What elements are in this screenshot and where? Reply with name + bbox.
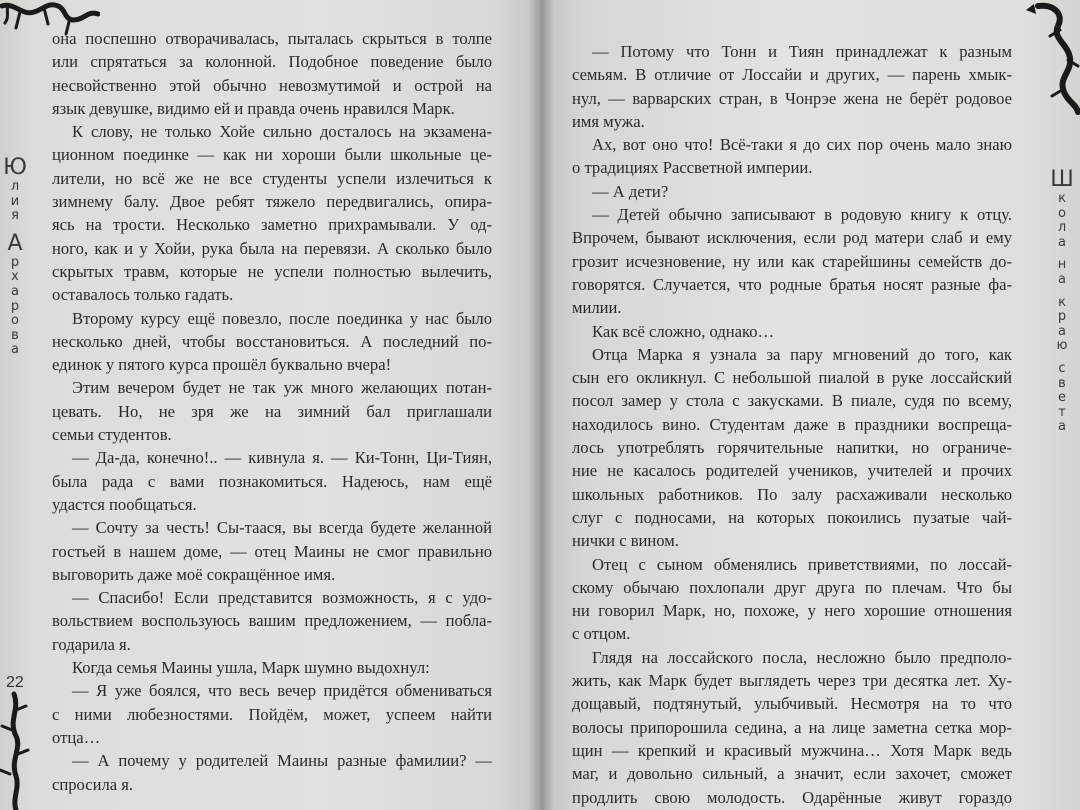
text-line: лители, но всё же не все студенты успели излечиться к	[52, 168, 492, 188]
text-line: ционном поединке — как ни хороши были школьные це-	[52, 145, 492, 165]
text-line: оставалось только гадать.	[52, 285, 234, 305]
running-head-letter: л	[1057, 220, 1067, 236]
text-line: — Детей обычно записывают в родовую книгу к отцу.	[592, 205, 1012, 225]
text-line: несколько дней, чтобы восстановиться. А последний по-	[52, 331, 492, 351]
dragon-ornament-top-right	[1020, 0, 1080, 120]
running-head-author	[4, 156, 26, 358]
running-head-letter: р	[1057, 309, 1067, 325]
text-line: дощавый, подтянутый, улыбчивый. Несмотря на то что	[572, 694, 1012, 714]
text-line: была рада с вами познакомиться. Надеюсь, нам ещё	[52, 471, 492, 491]
text-line: маг, и довольно сильный, а значит, если захочет, сможет	[572, 764, 1012, 784]
text-line: семьи студентов.	[52, 425, 172, 445]
running-head-letter: а	[1058, 419, 1066, 435]
text-line: ясь на трости. Несколько заметно прихрамывали. У од-	[52, 215, 492, 235]
running-head-letter: а	[11, 342, 19, 358]
text-line: цевать. Но, не зря же на зимний бал приглашали	[52, 401, 492, 421]
text-line: Когда семья Маины ушла, Марк шумно выдохнул:	[72, 658, 430, 678]
text-line: ни говорил Марк, но, похоже, у него хорошие отношения	[572, 601, 1012, 621]
text-line: Впрочем, бывают исключения, если род матери слаб и ему	[572, 228, 1012, 248]
running-head-letter: р	[10, 298, 20, 314]
text-line: семьям. В отличие от Лоссайи и других, — парень хмык-	[572, 65, 1012, 85]
text-line: жить, как Марк будет выглядеть через три десятка лет. Ху-	[572, 671, 1012, 691]
text-line: продлить свою молодость. Одарённые живут гораздо	[572, 787, 1012, 807]
text-line: с ними любезностями. Пойдём, может, успеем найти	[52, 704, 492, 724]
text-line: Ах, вот оно что! Всё-таки я до сих пор очень мало знаю	[592, 135, 1012, 155]
running-head-letter: а	[1058, 323, 1066, 339]
running-head-letter: с	[1058, 360, 1066, 376]
text-line: вольствием воспользуюсь вашим предложением, — побла-	[52, 611, 492, 631]
running-head-letter: и	[10, 193, 20, 209]
text-line: скому обычаю похлопали друг друга по плечам. Что бы	[572, 577, 1012, 597]
text-line: единок у пятого курса прошёл буквально вчера!	[52, 355, 392, 375]
running-head-letter: ю	[1056, 338, 1068, 354]
text-line: щин — крепкий и красивый мужчина… Хотя Марк ведь	[572, 740, 1012, 760]
right-page-text	[572, 40, 1012, 809]
text-line: милии.	[572, 298, 622, 318]
text-line: Как всё сложно, однако…	[592, 321, 775, 341]
text-line: о традициях Рассветной империи.	[572, 158, 813, 178]
running-head-letter: Ш	[1050, 167, 1074, 192]
text-line: слуг с подносами, на которых покоились пузатые чай-	[572, 507, 1012, 527]
text-line: нул, — варварских стран, в Чонрэе жена не берёт родовое	[572, 88, 1012, 108]
text-line: ного, как и у Хойи, рука была на перевязи. А сколько было	[52, 238, 492, 258]
running-head-letter: я	[11, 208, 19, 224]
text-line: — Да-да, конечно!.. — кивнула я. — Ки-Тонн, Ци-Тиян,	[72, 448, 492, 468]
text-line: годарила я.	[52, 634, 131, 654]
text-line: Глядя на лоссайского посла, несложно было предполо-	[592, 647, 1012, 667]
dragon-ornament-bottom-left	[0, 690, 30, 810]
text-line: школьных работников. По залу расхаживали несколько	[572, 484, 1012, 504]
running-head-letter: р	[10, 254, 20, 270]
text-line: имя мужа.	[572, 111, 645, 131]
running-head-letter: о	[11, 313, 19, 329]
text-line: — Сочту за честь! Сы-таася, вы всегда будете желанной	[72, 518, 492, 538]
text-line: — А почему у родителей Маины разные фамилии? —	[72, 751, 492, 771]
text-line: Отца Марка я узнала за пару мгновений до того, как	[592, 344, 1012, 364]
text-line: — Спасибо! Если представится возможность, я с удо-	[72, 588, 492, 608]
text-line: выговорить даже моё сокращённое имя.	[52, 564, 336, 584]
text-line: К слову, не только Хойе сильно досталось на экзамена-	[72, 122, 492, 142]
running-head-letter: А	[7, 230, 23, 256]
running-head-letter: в	[1058, 375, 1066, 391]
text-line: скрытых травм, которые не успели полностью вылечить,	[52, 261, 492, 281]
running-head-letter: о	[1058, 205, 1066, 221]
running-head-letter: а	[1058, 271, 1066, 287]
text-line: отца…	[52, 727, 101, 747]
running-head-letter: л	[10, 179, 20, 194]
text-line: удастся пообщаться.	[52, 494, 197, 514]
text-line: Этим вечером будет не так уж много желающих потан-	[72, 378, 492, 398]
text-line: нички с вином.	[572, 531, 679, 551]
text-line: посол замер у стола с закусками. В пиале, судя по всему,	[572, 391, 1012, 411]
text-line: находилось вино. Студентам даже в праздники воспреща-	[572, 414, 1012, 434]
text-line: гостьей в нашем доме, — отец Маины не смог правильно	[52, 541, 492, 561]
left-page-text	[52, 27, 492, 796]
text-line: — А дети?	[592, 181, 669, 201]
text-line: сын его окликнул. С небольшой пиалой в руке лоссайский	[572, 368, 1012, 388]
text-line: Отец с сыном обменялись приветствиями, по лоссай-	[592, 554, 1012, 574]
text-line: говорятся. Случается, что родные братья носят разные фа-	[572, 274, 1012, 294]
running-head-letter: н	[1057, 257, 1067, 273]
running-head-letter: а	[11, 283, 19, 299]
running-head-letter: т	[1058, 404, 1066, 420]
text-line: волосы припорошила седина, а на лице заметна сетка мор-	[572, 717, 1012, 737]
text-line: ние не касалось родителей учеников, учителей и прочих	[572, 461, 1012, 481]
book-gutter	[528, 0, 554, 810]
running-head-letter: е	[1058, 390, 1066, 406]
text-line: с отцом.	[572, 624, 631, 644]
text-line: — Я уже боялся, что весь вечер придётся обмениваться	[72, 681, 492, 701]
running-head-letter: в	[11, 327, 19, 343]
text-line: зимнему балу. Двое ребят тяжело передвигались, опира-	[52, 192, 492, 212]
running-head-letter: Ю	[3, 155, 27, 180]
text-line: или спрятаться за колонной. Подобное поведение было	[52, 52, 492, 72]
text-line: лось употреблять горячительные напитки, но ограниче-	[572, 438, 1012, 458]
text-line: она поспешно отворачивалась, пыталась скрыться в толпе	[52, 29, 492, 48]
page-number: 22	[6, 674, 24, 691]
text-line: несвойственно этой обычно невозмутимой и острой на	[52, 75, 492, 95]
running-head-letter: а	[1058, 234, 1066, 250]
running-head-title	[1050, 168, 1074, 435]
running-head-letter: х	[11, 269, 19, 285]
text-line: спросила я.	[52, 774, 134, 794]
running-head-letter: к	[1058, 294, 1066, 310]
running-head-letter: к	[1058, 191, 1066, 206]
text-line: язык девушке, видимо ей и правда очень нравился Марк.	[52, 98, 455, 118]
text-line: грозит исчезновение, ну или как старейшины семейств до-	[572, 251, 1012, 271]
text-line: Второму курсу ещё повезло, после поединка у нас было	[72, 308, 492, 328]
text-line: — Потому что Тонн и Тиян принадлежат к разным	[592, 42, 1012, 61]
